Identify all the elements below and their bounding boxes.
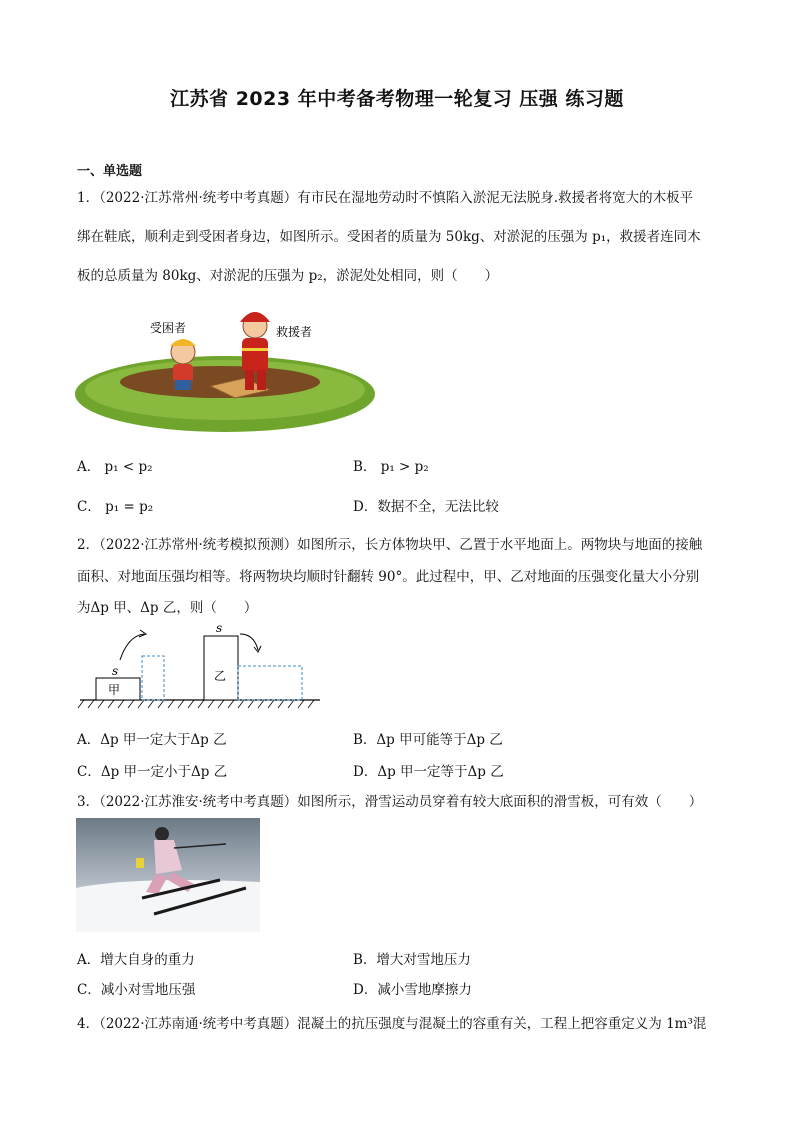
label-jia: 甲 (108, 683, 121, 697)
page-title: 江苏省 2023 年中考备考物理一轮复习 压强 练习题 (170, 88, 624, 110)
mud-pool (120, 366, 320, 398)
q2-blocks-figure (76, 620, 326, 712)
q1-mud-figure (70, 294, 390, 444)
q1-option-a[interactable]: A． p₁ < p₂ (77, 459, 153, 475)
victim-label: 受困者 (150, 321, 187, 335)
q1-line-1: 1．（2022·江苏常州·统考中考真题）有市民在湿地劳动时不慎陷入淤泥无法脱身.救援者将宽大的木板平 (77, 190, 694, 206)
rescuer-label: 救援者 (276, 325, 313, 339)
q3-option-d[interactable]: D．减小雪地摩擦力 (353, 982, 472, 998)
q3-line-1: 3．（2022·江苏淮安·统考中考真题）如图所示，滑雪运动员穿着有较大底面积的滑雪板，可有效（ ） (77, 794, 703, 810)
rescuer-helmet (240, 312, 270, 322)
section-heading: 一、单选题 (77, 164, 143, 179)
q1-option-c[interactable]: C． p₁ = p₂ (77, 499, 154, 515)
q2-option-b[interactable]: B．Δp 甲可能等于Δp 乙 (353, 732, 503, 748)
q1-line-2: 绑在鞋底，顺利走到受困者身边，如图所示。受困者的质量为 50kg、对淤泥的压强为 p₁，救援者连同木 (77, 229, 701, 245)
q4-line-1: 4．（2022·江苏南通·统考中考真题）混凝土的抗压强度与混凝土的容重有关，工程上把容重定义为 1m³混 (77, 1016, 707, 1032)
q1-option-b[interactable]: B． p₁ > p₂ (353, 459, 429, 475)
q3-option-b[interactable]: B．增大对雪地压力 (353, 952, 471, 968)
rescuer-body (242, 338, 268, 372)
label-s-jia: s (112, 664, 119, 678)
block-yi (204, 636, 238, 700)
victim-body (173, 364, 193, 382)
q1-option-d[interactable]: D．数据不全，无法比较 (353, 499, 499, 515)
snow-slope (76, 880, 260, 932)
block-yi-rotated (238, 666, 302, 700)
q1-line-3: 板的总质量为 80kg、对淤泥的压强为 p₂，淤泥处处相同，则（ ） (77, 268, 499, 284)
label-s-yi: s (216, 621, 223, 635)
q3-option-c[interactable]: C．减小对雪地压强 (77, 982, 196, 998)
q2-option-d[interactable]: D．Δp 甲一定等于Δp 乙 (353, 764, 504, 780)
skier-photo (76, 818, 260, 932)
victim-hair (170, 339, 196, 346)
arrow-jia (120, 634, 144, 660)
q2-option-c[interactable]: C．Δp 甲一定小于Δp 乙 (77, 764, 228, 780)
block-jia-rotated (142, 656, 164, 700)
q2-option-a[interactable]: A．Δp 甲一定大于Δp 乙 (77, 732, 227, 748)
q2-line-1: 2．（2022·江苏常州·统考模拟预测）如图所示，长方体物块甲、乙置于水平地面上。两物块与地面的接触 (77, 537, 703, 553)
q2-line-2: 面积、对地面压强均相等。将两物块均顺时针翻转 90°。此过程中，甲、乙对地面的压强变化量大小分别 (77, 569, 700, 585)
q3-option-a[interactable]: A．增大自身的重力 (77, 952, 195, 968)
arrow-yi (240, 634, 258, 650)
q2-line-3: 为Δp 甲、Δp 乙，则（ ） (77, 600, 258, 616)
skier-helmet (155, 827, 169, 841)
label-yi: 乙 (214, 669, 227, 683)
